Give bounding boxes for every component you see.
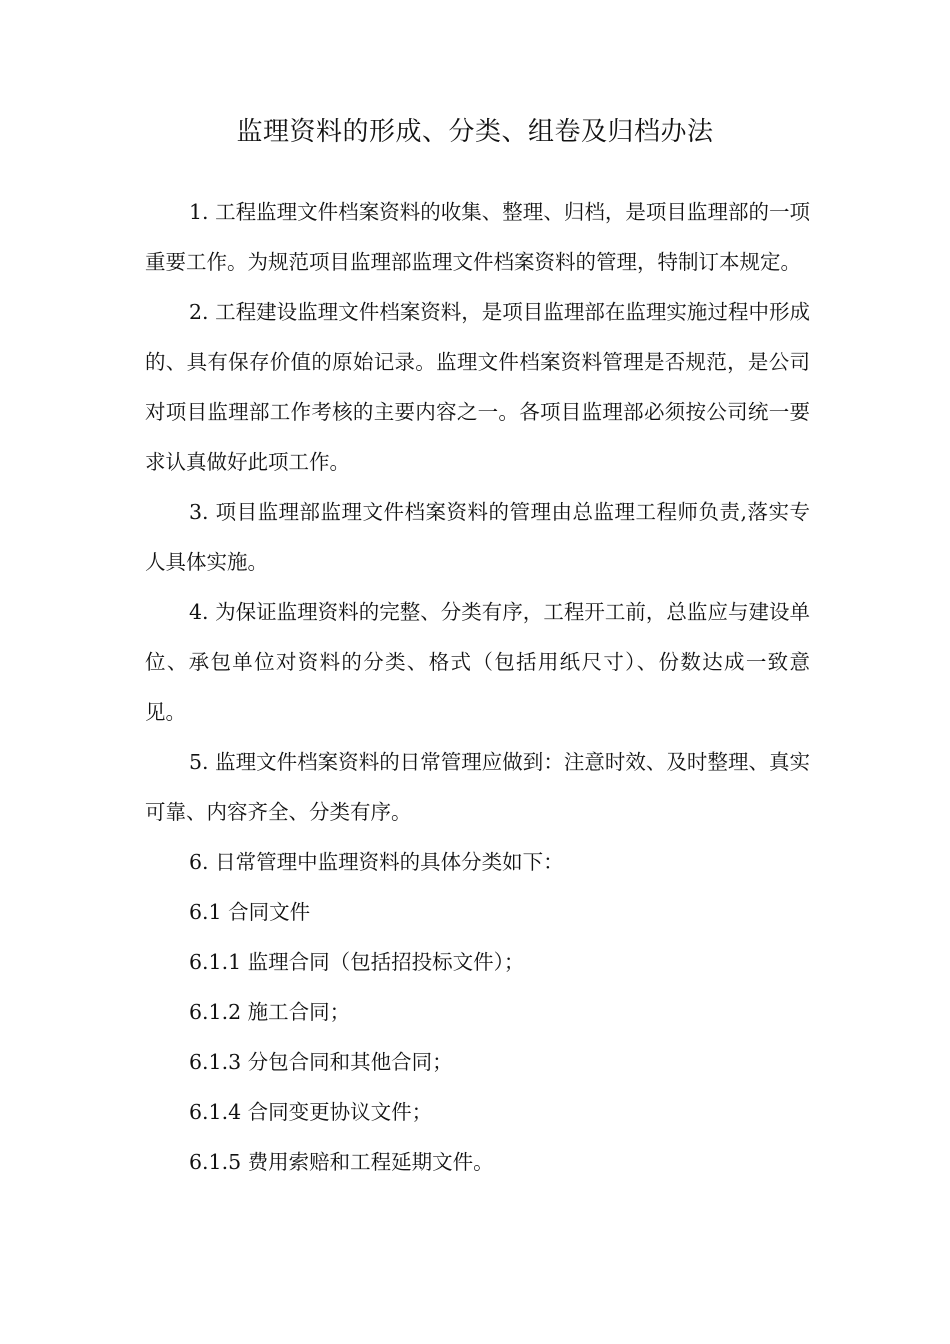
list-item-6-1-2: 6.1.2 施工合同； [189, 1000, 351, 1024]
paragraph-6: 6. 日常管理中监理资料的具体分类如下： [189, 850, 564, 874]
paragraph-4: 4. 为保证监理资料的完整、分类有序，工程开工前，总监应与建设单位、承包单位对资料的分类、格式（包括用纸尺寸）、份数达成一致意见。 [145, 600, 810, 724]
list-item-6-1-5: 6.1.5 费用索赔和工程延期文件。 [189, 1150, 494, 1174]
list-item-6-1-4: 6.1.4 合同变更协议文件； [189, 1100, 433, 1124]
document-title: 监理资料的形成、分类、组卷及归档办法 [236, 117, 714, 147]
paragraph-5: 5. 监理文件档案资料的日常管理应做到：注意时效、及时整理、真实可靠、内容齐全、分类有序。 [145, 750, 810, 824]
paragraph-1: 1. 工程监理文件档案资料的收集、整理、归档，是项目监理部的一项重要工作。为规范项目监理部监理文件档案资料的管理，特制订本规定。 [145, 200, 810, 274]
document-body [145, 187, 810, 1187]
list-item-6-1: 6.1 合同文件 [189, 900, 311, 924]
paragraph-3: 3. 项目监理部监理文件档案资料的管理由总监理工程师负责,落实专人具体实施。 [145, 500, 810, 574]
list-item-6-1-3: 6.1.3 分包合同和其他合同； [189, 1050, 453, 1074]
paragraph-2: 2. 工程建设监理文件档案资料，是项目监理部在监理实施过程中形成的、具有保存价值的原始记录。监理文件档案资料管理是否规范，是公司对项目监理部工作考核的主要内容之一。各项目监理部必须按公司统一要求认真做好此项工作。 [145, 300, 810, 474]
list-item-6-1-1: 6.1.1 监理合同（包括招投标文件）； [189, 950, 525, 974]
